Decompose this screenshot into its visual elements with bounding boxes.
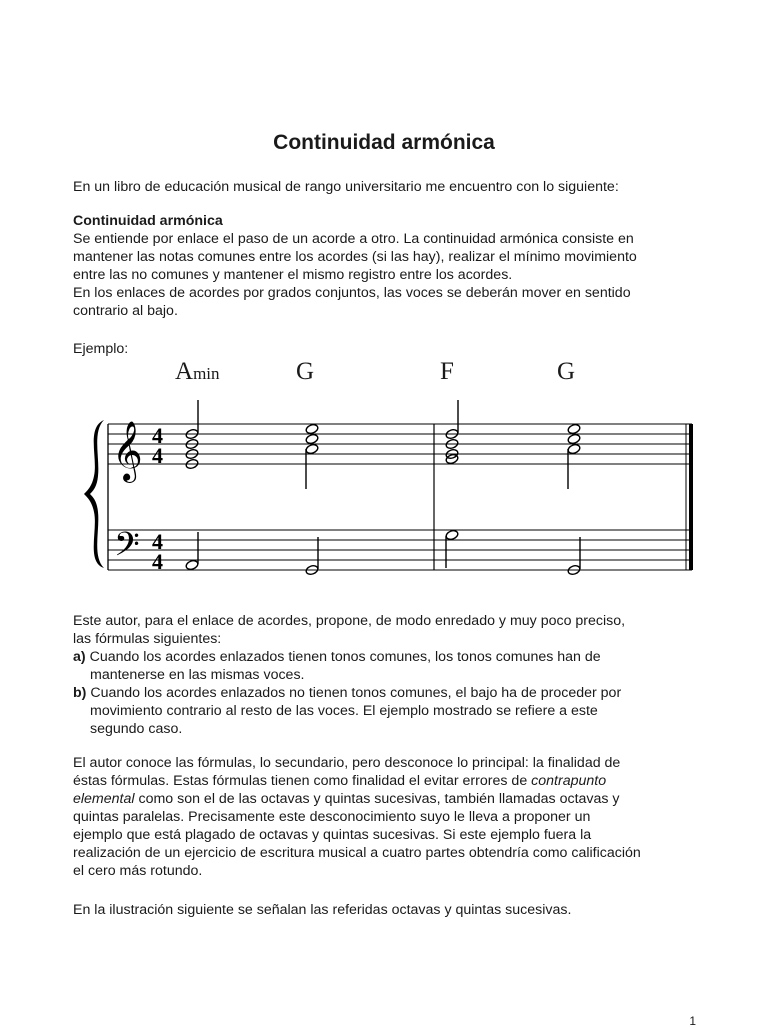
paragraph-line: quintas paralelas. Precisamente este desconocimiento suyo le lleva a proponer un: [73, 809, 591, 825]
paragraph-text: como son el de las octavas y quintas sucesivas, también llamadas octavas y: [134, 791, 620, 807]
paragraph-analysis: [73, 754, 703, 880]
chord-root: F: [440, 358, 454, 385]
quote-line: mantener las notas comunes entre los acordes (si las hay), realizar el mínimo movimiento: [73, 249, 637, 265]
treble-chord-g2: [567, 423, 581, 489]
treble-chord-f: [445, 400, 459, 465]
treble-clef: 𝄞: [112, 421, 143, 481]
list-item-text: movimiento contrario al resto de las voces. El ejemplo mostrado se refiere a este: [90, 703, 598, 719]
page-title: Continuidad armónica: [273, 131, 495, 154]
quote-line: En los enlaces de acordes por grados conjuntos, las voces se deberán mover en sentido: [73, 285, 631, 301]
list-item-text: Cuando los acordes enlazados no tienen tonos comunes, el bajo ha de proceder por: [90, 685, 622, 701]
closing-text: En la ilustración siguiente se señalan las referidas octavas y quintas sucesivas.: [73, 902, 572, 918]
italic-term: contrapunto: [531, 773, 607, 789]
svg-text:4: 4: [152, 443, 163, 468]
list-marker: a): [73, 649, 86, 665]
bass-clef: 𝄢: [114, 526, 140, 572]
bass-note-a: [185, 532, 199, 571]
treble-chord-amin: [185, 400, 199, 470]
paragraph-text: éstas fórmulas. Estas fórmulas tienen como finalidad el evitar errores de: [73, 773, 532, 789]
chord-root: A: [175, 358, 194, 385]
svg-text:4: 4: [152, 549, 163, 574]
paragraph-line: El autor conoce las fórmulas, lo secundario, pero desconoce lo principal: la finalidad de: [73, 755, 621, 771]
list-item-text: mantenerse en las mismas voces.: [90, 667, 305, 683]
list-item: [73, 684, 703, 738]
closing-paragraph: [73, 901, 703, 919]
paragraph-line: ejemplo que está plagado de octavas y quintas sucesivas. Si este ejemplo fuera la: [73, 827, 592, 843]
chord-root: G: [557, 358, 576, 385]
italic-term: elemental: [73, 791, 135, 807]
chord-quality: min: [193, 364, 220, 383]
quote-line: contrario al bajo.: [73, 303, 178, 319]
treble-chord-g: [305, 423, 319, 489]
list-marker: b): [73, 685, 87, 701]
quote-heading: Continuidad armónica: [73, 213, 223, 229]
intro-text: En un libro de educación musical de rango universitario me encuentro con lo siguiente:: [73, 179, 619, 195]
paragraph-line: las fórmulas siguientes:: [73, 631, 222, 647]
bass-note-f: [445, 529, 459, 568]
example-label: Ejemplo:: [73, 341, 129, 357]
paragraph-line: el cero más rotundo.: [73, 863, 203, 879]
bass-time-signature: [152, 529, 163, 574]
grand-staff-brace: [84, 420, 104, 568]
final-thick-barline: [689, 424, 693, 570]
paragraph-formulas: [73, 612, 703, 738]
treble-time-signature: [152, 423, 163, 468]
bass-staff: [108, 530, 692, 570]
list-item: [73, 648, 703, 684]
quote-line: Se entiende por enlace el paso de un acorde a otro. La continuidad armónica consiste en: [73, 231, 634, 247]
paragraph-line: realización de un ejercicio de escritura musical a cuatro partes obtendría como calificación: [73, 845, 641, 861]
quote-line: entre las no comunes y mantener el mismo registro entre los acordes.: [73, 267, 513, 283]
list-item-text: segundo caso.: [90, 721, 183, 737]
svg-text:4: 4: [152, 529, 163, 554]
chord-root: G: [296, 358, 315, 385]
svg-text:4: 4: [152, 423, 163, 448]
paragraph-line: Este autor, para el enlace de acordes, propone, de modo enredado y muy poco preciso,: [73, 613, 626, 629]
page-number: 1: [689, 1014, 696, 1028]
list-item-text: Cuando los acordes enlazados tienen tonos comunes, los tonos comunes han de: [89, 649, 601, 665]
